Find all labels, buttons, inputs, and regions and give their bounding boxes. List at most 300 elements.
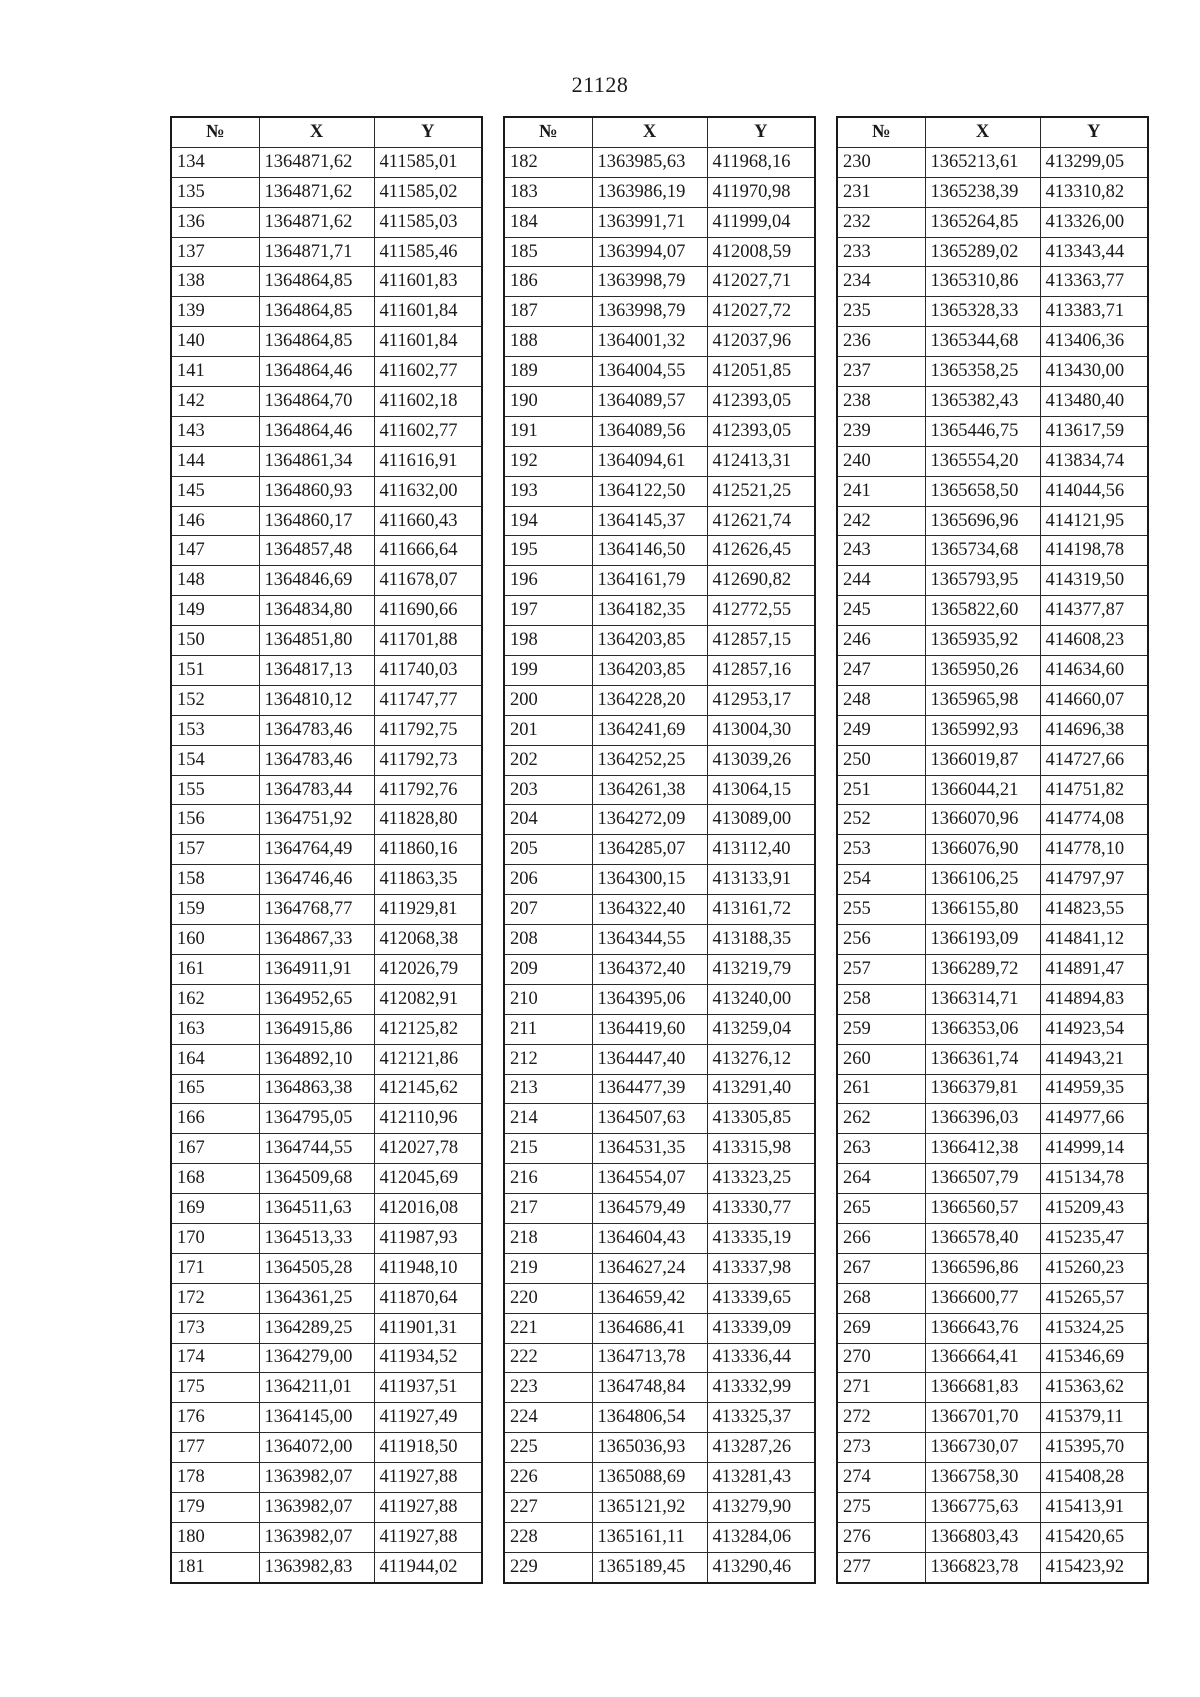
point-number-cell: 219 [504, 1253, 592, 1283]
table-row [837, 1104, 1148, 1134]
point-number-cell: 274 [837, 1463, 925, 1493]
table-row [837, 446, 1148, 476]
table-row [837, 1373, 1148, 1403]
column-header-x: X [925, 117, 1040, 147]
y-coordinate-cell: 412051,85 [707, 357, 815, 387]
x-coordinate-cell: 1365696,96 [925, 506, 1040, 536]
y-coordinate-cell: 413332,99 [707, 1373, 815, 1403]
point-number-cell: 227 [504, 1492, 592, 1522]
point-number-cell: 235 [837, 297, 925, 327]
x-coordinate-cell: 1364145,37 [592, 506, 707, 536]
coordinate-table-2 [503, 116, 816, 1584]
point-number-cell: 228 [504, 1522, 592, 1552]
y-coordinate-cell: 413326,00 [1040, 207, 1148, 237]
x-coordinate-cell: 1364447,40 [592, 1044, 707, 1074]
x-coordinate-cell: 1364419,60 [592, 1014, 707, 1044]
point-number-cell: 266 [837, 1223, 925, 1253]
point-number-cell: 189 [504, 357, 592, 387]
table-row [504, 476, 815, 506]
point-number-cell: 197 [504, 596, 592, 626]
table-header-row [171, 117, 482, 147]
table-row [837, 387, 1148, 417]
table-row [504, 1552, 815, 1582]
table-row [171, 177, 482, 207]
x-coordinate-cell: 1364161,79 [592, 566, 707, 596]
point-number-cell: 170 [171, 1223, 259, 1253]
y-coordinate-cell: 411602,77 [374, 357, 482, 387]
x-coordinate-cell: 1364579,49 [592, 1194, 707, 1224]
point-number-cell: 243 [837, 536, 925, 566]
point-number-cell: 161 [171, 954, 259, 984]
y-coordinate-cell: 411937,51 [374, 1373, 482, 1403]
x-coordinate-cell: 1364764,49 [259, 835, 374, 865]
x-coordinate-cell: 1364252,25 [592, 745, 707, 775]
point-number-cell: 180 [171, 1522, 259, 1552]
point-number-cell: 230 [837, 147, 925, 177]
x-coordinate-cell: 1365965,98 [925, 685, 1040, 715]
x-coordinate-cell: 1365950,26 [925, 656, 1040, 686]
table-row [837, 1463, 1148, 1493]
point-number-cell: 135 [171, 177, 259, 207]
point-number-cell: 261 [837, 1074, 925, 1104]
table-row [504, 1223, 815, 1253]
table-row [504, 656, 815, 686]
y-coordinate-cell: 411901,31 [374, 1313, 482, 1343]
y-coordinate-cell: 411632,00 [374, 476, 482, 506]
x-coordinate-cell: 1364871,62 [259, 207, 374, 237]
table-row [504, 1373, 815, 1403]
y-coordinate-cell: 411678,07 [374, 566, 482, 596]
table-row [837, 954, 1148, 984]
table-row [504, 715, 815, 745]
table-row [504, 327, 815, 357]
table-row [171, 387, 482, 417]
point-number-cell: 208 [504, 925, 592, 955]
table-row [837, 626, 1148, 656]
y-coordinate-cell: 413323,25 [707, 1164, 815, 1194]
y-coordinate-cell: 413339,65 [707, 1283, 815, 1313]
y-coordinate-cell: 413004,30 [707, 715, 815, 745]
y-coordinate-cell: 415408,28 [1040, 1463, 1148, 1493]
y-coordinate-cell: 413337,98 [707, 1253, 815, 1283]
y-coordinate-cell: 414943,21 [1040, 1044, 1148, 1074]
y-coordinate-cell: 412110,96 [374, 1104, 482, 1134]
table-row [837, 895, 1148, 925]
x-coordinate-cell: 1366578,40 [925, 1223, 1040, 1253]
y-coordinate-cell: 411999,04 [707, 207, 815, 237]
x-coordinate-cell: 1364783,46 [259, 745, 374, 775]
table-row [171, 1014, 482, 1044]
y-coordinate-cell: 413161,72 [707, 895, 815, 925]
y-coordinate-cell: 413089,00 [707, 805, 815, 835]
y-coordinate-cell: 411944,02 [374, 1552, 482, 1582]
point-number-cell: 252 [837, 805, 925, 835]
table-row [837, 1253, 1148, 1283]
x-coordinate-cell: 1364372,40 [592, 954, 707, 984]
table-row [837, 506, 1148, 536]
y-coordinate-cell: 413305,85 [707, 1104, 815, 1134]
y-coordinate-cell: 413279,90 [707, 1492, 815, 1522]
point-number-cell: 156 [171, 805, 259, 835]
table-row [171, 656, 482, 686]
point-number-cell: 159 [171, 895, 259, 925]
point-number-cell: 160 [171, 925, 259, 955]
table-row [171, 1283, 482, 1313]
point-number-cell: 215 [504, 1134, 592, 1164]
x-coordinate-cell: 1364860,93 [259, 476, 374, 506]
point-number-cell: 245 [837, 596, 925, 626]
x-coordinate-cell: 1364846,69 [259, 566, 374, 596]
y-coordinate-cell: 412857,15 [707, 626, 815, 656]
point-number-cell: 217 [504, 1194, 592, 1224]
x-coordinate-cell: 1365822,60 [925, 596, 1040, 626]
x-coordinate-cell: 1365189,45 [592, 1552, 707, 1582]
x-coordinate-cell: 1366664,41 [925, 1343, 1040, 1373]
point-number-cell: 262 [837, 1104, 925, 1134]
x-coordinate-cell: 1364182,35 [592, 596, 707, 626]
x-coordinate-cell: 1364289,25 [259, 1313, 374, 1343]
y-coordinate-cell: 411602,77 [374, 416, 482, 446]
y-coordinate-cell: 415423,92 [1040, 1552, 1148, 1582]
point-number-cell: 147 [171, 536, 259, 566]
x-coordinate-cell: 1364863,38 [259, 1074, 374, 1104]
point-number-cell: 196 [504, 566, 592, 596]
x-coordinate-cell: 1364857,48 [259, 536, 374, 566]
table-row [504, 237, 815, 267]
y-coordinate-cell: 415209,43 [1040, 1194, 1148, 1224]
y-coordinate-cell: 412121,86 [374, 1044, 482, 1074]
y-coordinate-cell: 411747,77 [374, 685, 482, 715]
x-coordinate-cell: 1365036,93 [592, 1433, 707, 1463]
table-row [171, 626, 482, 656]
y-coordinate-cell: 414660,07 [1040, 685, 1148, 715]
y-coordinate-cell: 412045,69 [374, 1164, 482, 1194]
table-row [504, 775, 815, 805]
table-row [837, 1403, 1148, 1433]
y-coordinate-cell: 413287,26 [707, 1433, 815, 1463]
y-coordinate-cell: 411585,03 [374, 207, 482, 237]
table-row [171, 267, 482, 297]
x-coordinate-cell: 1365358,25 [925, 357, 1040, 387]
point-number-cell: 212 [504, 1044, 592, 1074]
y-coordinate-cell: 411927,88 [374, 1463, 482, 1493]
page-number: 21128 [571, 72, 629, 97]
x-coordinate-cell: 1364627,24 [592, 1253, 707, 1283]
point-number-cell: 220 [504, 1283, 592, 1313]
y-coordinate-cell: 414634,60 [1040, 656, 1148, 686]
x-coordinate-cell: 1366730,07 [925, 1433, 1040, 1463]
table-row [837, 1283, 1148, 1313]
y-coordinate-cell: 412772,55 [707, 596, 815, 626]
table-body [837, 147, 1148, 1582]
table-row [504, 954, 815, 984]
table-row [504, 147, 815, 177]
y-coordinate-cell: 414608,23 [1040, 626, 1148, 656]
y-coordinate-cell: 411660,43 [374, 506, 482, 536]
y-coordinate-cell: 414751,82 [1040, 775, 1148, 805]
table-header-row [504, 117, 815, 147]
y-coordinate-cell: 414797,97 [1040, 865, 1148, 895]
x-coordinate-cell: 1363998,79 [592, 267, 707, 297]
y-coordinate-cell: 412027,72 [707, 297, 815, 327]
x-coordinate-cell: 1364748,84 [592, 1373, 707, 1403]
y-coordinate-cell: 412145,62 [374, 1074, 482, 1104]
table-row [504, 506, 815, 536]
point-number-cell: 272 [837, 1403, 925, 1433]
point-number-cell: 249 [837, 715, 925, 745]
point-number-cell: 247 [837, 656, 925, 686]
table-row [837, 715, 1148, 745]
table-row [171, 775, 482, 805]
x-coordinate-cell: 1366314,71 [925, 984, 1040, 1014]
y-coordinate-cell: 415265,57 [1040, 1283, 1148, 1313]
point-number-cell: 231 [837, 177, 925, 207]
point-number-cell: 276 [837, 1522, 925, 1552]
x-coordinate-cell: 1366361,74 [925, 1044, 1040, 1074]
table-row [837, 327, 1148, 357]
point-number-cell: 141 [171, 357, 259, 387]
table-row [837, 1313, 1148, 1343]
table-row [171, 416, 482, 446]
x-coordinate-cell: 1366596,86 [925, 1253, 1040, 1283]
table-row [171, 237, 482, 267]
table-row [504, 207, 815, 237]
y-coordinate-cell: 411968,16 [707, 147, 815, 177]
y-coordinate-cell: 413290,46 [707, 1552, 815, 1582]
point-number-cell: 254 [837, 865, 925, 895]
y-coordinate-cell: 411792,75 [374, 715, 482, 745]
x-coordinate-cell: 1364089,56 [592, 416, 707, 446]
x-coordinate-cell: 1366507,79 [925, 1164, 1040, 1194]
x-coordinate-cell: 1366155,80 [925, 895, 1040, 925]
table-row [837, 177, 1148, 207]
point-number-cell: 164 [171, 1044, 259, 1074]
table-row [837, 775, 1148, 805]
table-row [837, 566, 1148, 596]
point-number-cell: 184 [504, 207, 592, 237]
table-row [171, 1463, 482, 1493]
y-coordinate-cell: 412521,25 [707, 476, 815, 506]
x-coordinate-cell: 1365344,68 [925, 327, 1040, 357]
x-coordinate-cell: 1365992,93 [925, 715, 1040, 745]
x-coordinate-cell: 1364228,20 [592, 685, 707, 715]
y-coordinate-cell: 411970,98 [707, 177, 815, 207]
x-coordinate-cell: 1364861,34 [259, 446, 374, 476]
y-coordinate-cell: 411870,64 [374, 1283, 482, 1313]
x-coordinate-cell: 1364744,55 [259, 1134, 374, 1164]
y-coordinate-cell: 415235,47 [1040, 1223, 1148, 1253]
y-coordinate-cell: 414778,10 [1040, 835, 1148, 865]
y-coordinate-cell: 412413,31 [707, 446, 815, 476]
x-coordinate-cell: 1366106,25 [925, 865, 1040, 895]
point-number-cell: 167 [171, 1134, 259, 1164]
x-coordinate-cell: 1364783,46 [259, 715, 374, 745]
point-number-cell: 258 [837, 984, 925, 1014]
y-coordinate-cell: 412857,16 [707, 656, 815, 686]
table-row [171, 506, 482, 536]
point-number-cell: 191 [504, 416, 592, 446]
y-coordinate-cell: 412953,17 [707, 685, 815, 715]
point-number-cell: 187 [504, 297, 592, 327]
x-coordinate-cell: 1364507,63 [592, 1104, 707, 1134]
table-row [171, 1104, 482, 1134]
x-coordinate-cell: 1365658,50 [925, 476, 1040, 506]
point-number-cell: 218 [504, 1223, 592, 1253]
point-number-cell: 134 [171, 147, 259, 177]
x-coordinate-cell: 1364477,39 [592, 1074, 707, 1104]
x-coordinate-cell: 1364203,85 [592, 626, 707, 656]
table-row [504, 536, 815, 566]
y-coordinate-cell: 411616,91 [374, 446, 482, 476]
table-row [504, 1194, 815, 1224]
point-number-cell: 152 [171, 685, 259, 715]
x-coordinate-cell: 1364322,40 [592, 895, 707, 925]
table-row [171, 835, 482, 865]
y-coordinate-cell: 413430,00 [1040, 357, 1148, 387]
table-row [504, 1164, 815, 1194]
x-coordinate-cell: 1364751,92 [259, 805, 374, 835]
table-row [171, 1074, 482, 1104]
x-coordinate-cell: 1365161,11 [592, 1522, 707, 1552]
x-coordinate-cell: 1364871,62 [259, 147, 374, 177]
table-row [171, 865, 482, 895]
x-coordinate-cell: 1366681,83 [925, 1373, 1040, 1403]
table-row [837, 685, 1148, 715]
x-coordinate-cell: 1365289,02 [925, 237, 1040, 267]
point-number-cell: 201 [504, 715, 592, 745]
column-header-y: Y [1040, 117, 1148, 147]
x-coordinate-cell: 1364203,85 [592, 656, 707, 686]
table-row [171, 1433, 482, 1463]
x-coordinate-cell: 1364713,78 [592, 1343, 707, 1373]
x-coordinate-cell: 1364864,85 [259, 327, 374, 357]
y-coordinate-cell: 413480,40 [1040, 387, 1148, 417]
x-coordinate-cell: 1364783,44 [259, 775, 374, 805]
point-number-cell: 271 [837, 1373, 925, 1403]
x-coordinate-cell: 1366353,06 [925, 1014, 1040, 1044]
x-coordinate-cell: 1365446,75 [925, 416, 1040, 446]
y-coordinate-cell: 414977,66 [1040, 1104, 1148, 1134]
table-row [504, 267, 815, 297]
point-number-cell: 150 [171, 626, 259, 656]
table-row [504, 925, 815, 955]
y-coordinate-cell: 413330,77 [707, 1194, 815, 1224]
y-coordinate-cell: 415363,62 [1040, 1373, 1148, 1403]
x-coordinate-cell: 1364806,54 [592, 1403, 707, 1433]
point-number-cell: 199 [504, 656, 592, 686]
table-row [837, 147, 1148, 177]
x-coordinate-cell: 1364686,41 [592, 1313, 707, 1343]
point-number-cell: 229 [504, 1552, 592, 1582]
x-coordinate-cell: 1363994,07 [592, 237, 707, 267]
point-number-cell: 250 [837, 745, 925, 775]
x-coordinate-cell: 1365734,68 [925, 536, 1040, 566]
x-coordinate-cell: 1365382,43 [925, 387, 1040, 417]
point-number-cell: 136 [171, 207, 259, 237]
y-coordinate-cell: 415413,91 [1040, 1492, 1148, 1522]
x-coordinate-cell: 1364279,00 [259, 1343, 374, 1373]
table-row [171, 1134, 482, 1164]
y-coordinate-cell: 413339,09 [707, 1313, 815, 1343]
y-coordinate-cell: 411792,73 [374, 745, 482, 775]
point-number-cell: 138 [171, 267, 259, 297]
x-coordinate-cell: 1366070,96 [925, 805, 1040, 835]
coordinate-table-3 [836, 116, 1149, 1584]
y-coordinate-cell: 411585,46 [374, 237, 482, 267]
y-coordinate-cell: 411602,18 [374, 387, 482, 417]
point-number-cell: 237 [837, 357, 925, 387]
x-coordinate-cell: 1364395,06 [592, 984, 707, 1014]
y-coordinate-cell: 415260,23 [1040, 1253, 1148, 1283]
point-number-cell: 207 [504, 895, 592, 925]
y-coordinate-cell: 411948,10 [374, 1253, 482, 1283]
table-row [504, 1104, 815, 1134]
point-number-cell: 153 [171, 715, 259, 745]
y-coordinate-cell: 411601,83 [374, 267, 482, 297]
table-row [837, 1044, 1148, 1074]
point-number-cell: 172 [171, 1283, 259, 1313]
point-number-cell: 194 [504, 506, 592, 536]
table-row [171, 476, 482, 506]
column-header-y: Y [707, 117, 815, 147]
x-coordinate-cell: 1363982,07 [259, 1522, 374, 1552]
y-coordinate-cell: 411701,88 [374, 626, 482, 656]
point-number-cell: 198 [504, 626, 592, 656]
x-coordinate-cell: 1363986,19 [592, 177, 707, 207]
x-coordinate-cell: 1365213,61 [925, 147, 1040, 177]
table-row [837, 237, 1148, 267]
table-row [171, 1253, 482, 1283]
y-coordinate-cell: 413039,26 [707, 745, 815, 775]
x-coordinate-cell: 1364746,46 [259, 865, 374, 895]
x-coordinate-cell: 1364122,50 [592, 476, 707, 506]
table-row [171, 357, 482, 387]
x-coordinate-cell: 1364285,07 [592, 835, 707, 865]
point-number-cell: 137 [171, 237, 259, 267]
x-coordinate-cell: 1364300,15 [592, 865, 707, 895]
y-coordinate-cell: 412690,82 [707, 566, 815, 596]
point-number-cell: 143 [171, 416, 259, 446]
y-coordinate-cell: 411927,49 [374, 1403, 482, 1433]
x-coordinate-cell: 1366379,81 [925, 1074, 1040, 1104]
table-row [504, 357, 815, 387]
point-number-cell: 267 [837, 1253, 925, 1283]
point-number-cell: 246 [837, 626, 925, 656]
y-coordinate-cell: 413064,15 [707, 775, 815, 805]
x-coordinate-cell: 1364344,55 [592, 925, 707, 955]
x-coordinate-cell: 1364864,85 [259, 267, 374, 297]
table-row [504, 1134, 815, 1164]
y-coordinate-cell: 412068,38 [374, 925, 482, 955]
table-row [837, 1194, 1148, 1224]
x-coordinate-cell: 1364211,01 [259, 1373, 374, 1403]
point-number-cell: 238 [837, 387, 925, 417]
y-coordinate-cell: 411860,16 [374, 835, 482, 865]
point-number-cell: 155 [171, 775, 259, 805]
table-row [171, 566, 482, 596]
y-coordinate-cell: 412027,71 [707, 267, 815, 297]
table-body [504, 147, 815, 1582]
point-number-cell: 234 [837, 267, 925, 297]
point-number-cell: 242 [837, 506, 925, 536]
y-coordinate-cell: 411585,01 [374, 147, 482, 177]
point-number-cell: 236 [837, 327, 925, 357]
y-coordinate-cell: 411934,52 [374, 1343, 482, 1373]
y-coordinate-cell: 413406,36 [1040, 327, 1148, 357]
point-number-cell: 240 [837, 446, 925, 476]
point-number-cell: 163 [171, 1014, 259, 1044]
point-number-cell: 209 [504, 954, 592, 984]
